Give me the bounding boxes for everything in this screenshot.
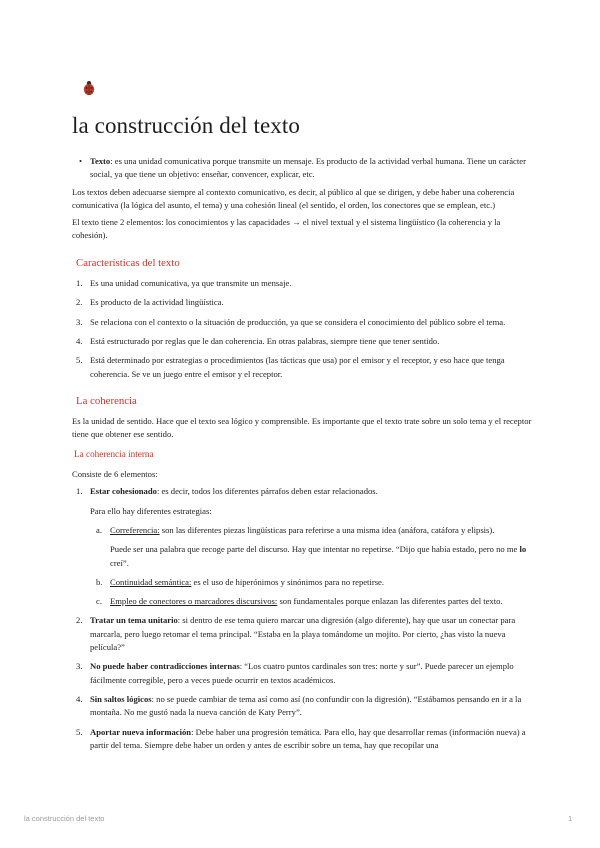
list-number: 2. (76, 297, 83, 308)
list-item-text: : no se puede cambiar de tema así como así (no confundir con la digresión). “Estábamos pensando en ir a la montaña. No me gustó nada la nueva canción de Katy Perry”. (90, 693, 522, 718)
list-item-text: son las diferentes piezas lingüísticas para referirse a una misma idea (anáfora, catáfora y elipsis). (159, 524, 495, 535)
list-item-text: son fundamentales porque enlazan las diferentes partes del texto. (277, 596, 503, 607)
list-number: 5. (76, 355, 83, 366)
list-item (96, 595, 532, 608)
page-title: la construcción del texto (72, 113, 300, 138)
list-item (96, 524, 532, 570)
list-number: 4. (76, 693, 83, 704)
list-letter: a. (96, 524, 102, 535)
list-number: 4. (76, 335, 83, 346)
list-item (76, 335, 532, 348)
list-item-text: : es decir, todos los diferentes párrafos deben estar relacionados. (156, 486, 378, 497)
list-item-example: Puede ser una palabra que recoge parte del discurso. Hay que intentar no repetirse. “Dijo que había estado, pero no me lo creí”. (110, 544, 527, 568)
list-item-text: : Debe haber una progresión temática. Para ello, hay que desarrollar remas (información nueva) a partir del tema. Siempre debe haber un orden y antes de escribir sobre un tema, hay que recopilar una (90, 726, 526, 750)
caracteristicas-list (72, 277, 532, 381)
list-item-text: Es una unidad comunicativa, ya que transmite un mensaje. (90, 278, 292, 289)
list-item (76, 354, 532, 381)
list-number: 5. (76, 726, 83, 737)
list-number: 3. (76, 661, 83, 672)
term-underlined: Correferencia: (110, 524, 160, 535)
list-number: 3. (76, 316, 83, 327)
list-item (76, 660, 532, 687)
list-number: 1. (76, 486, 83, 497)
list-number: 2. (76, 615, 83, 626)
list-number: 1. (76, 278, 83, 289)
paragraph: Consiste de 6 elementos: (72, 469, 158, 480)
list-item-subtext: Para ello hay diferentes estrategias: (90, 505, 212, 516)
paragraph: Es la unidad de sentido. Hace que el texto sea lógico y comprensible. Es importante que el texto trate sobre un solo tema y el receptor tiene que obtener ese sentido. (72, 416, 532, 440)
list-item-text: : es una unidad comunicativa porque transmite un mensaje. Es producto de la actividad verbal humana. Tiene un carácter social, ya que tiene un objetivo: enseñar, convencer, explicar, etc. (90, 156, 526, 180)
page-number: 1 (568, 814, 573, 823)
list-item-text: es el uso de hiperónimos y sinónimos para no repetirse. (191, 576, 384, 587)
term-bold: Texto (90, 156, 111, 166)
paragraph: Los textos deben adecuarse siempre al contexto comunicativo, es decir, al público al que se dirigen, y debe haber una coherencia comunicativa (la lógica del asunto, el tema) y una cohesión lineal (el sentido, el orden, los conectores que se emplean, etc.) (72, 186, 515, 210)
list-item (76, 693, 532, 720)
list-item-text: Es producto de la actividad lingüística. (90, 297, 224, 308)
term-bold: Aportar nueva información (90, 726, 192, 737)
list-item-text: Está estructurado por reglas que le dan coherencia. En otras palabras, siempre tiene que tener sentido. (90, 335, 440, 346)
list-item (96, 576, 532, 589)
list-item (76, 316, 532, 329)
list-item-text: Está determinado por estrategias o procedimientos (las tácticas que usa) por el emisor y el receptor, y eso hace que tenga coherencia. Se ve un juego entre el emisor y el receptor. (90, 355, 505, 379)
ladybug-icon (81, 80, 97, 96)
list-letter: c. (96, 596, 102, 607)
list-item (76, 485, 532, 608)
term-bold: Estar cohesionado (90, 486, 157, 497)
list-letter: b. (96, 576, 103, 587)
term-bold: Tratar un tema unitario (90, 615, 178, 626)
list-item (90, 155, 532, 182)
list-item (76, 614, 532, 654)
list-item (76, 726, 532, 753)
subheading-coherencia-interna: La coherencia interna (74, 448, 154, 459)
list-item (76, 277, 532, 290)
list-item-text: : “Los cuatro puntos cardinales son tres: norte y sur”. Puede parecer un ejemplo fácilmente corregible, pero a veces puede ocurrir en textos académicos. (90, 661, 514, 685)
paragraph: El texto tiene 2 elementos: los conocimientos y las capacidades → el nivel textual y el sistema lingüístico (la coherencia y la cohesión). (72, 217, 501, 241)
term-bold: No puede haber contradicciones internas (90, 661, 240, 672)
footer-title: la construcción del texto (24, 814, 105, 823)
section-heading-coherencia: La coherencia (76, 394, 137, 407)
term-underlined: Continuidad semántica: (110, 576, 192, 587)
list-item (76, 296, 532, 309)
section-heading-caracteristicas: Características del texto (76, 256, 180, 269)
main-content (72, 155, 532, 758)
coherencia-list (72, 485, 532, 752)
list-item-text: : si dentro de ese tema quiero marcar una digresión (algo diferente), hay que usar un conectar para marcarla, pero luego retomar el tema principal. “Estaba en la playa tomándome un mojito. Por cierto, ¿has visto la nueva película?” (90, 615, 516, 653)
intro-list (72, 155, 532, 182)
term-bold: Sin saltos lógicos (90, 693, 152, 704)
term-underlined: Empleo de conectores o marcadores discursivos: (110, 596, 278, 607)
estrategias-list (90, 524, 532, 608)
list-item-text: Se relaciona con el contexto o la situación de producción, ya que se considera el conocimiento del público sobre el tema. (90, 316, 506, 327)
